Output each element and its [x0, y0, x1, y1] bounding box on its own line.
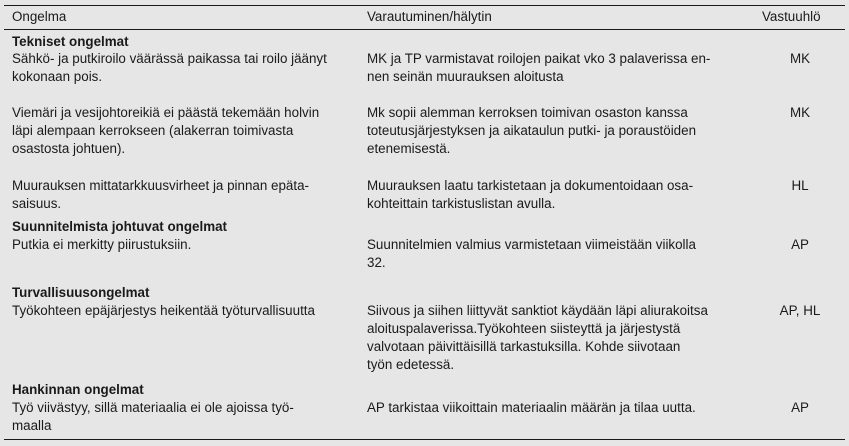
- responsible-cell: AP: [791, 237, 809, 252]
- responsible-cell: AP: [791, 400, 809, 415]
- problem-line: Sähkö- ja putkiroilo väärässä paikassa tai roilo jäänyt: [12, 51, 327, 66]
- mitigation-line: MK ja TP varmistavat roilojen paikat vko 3 palaverissa en-: [367, 51, 711, 66]
- table-top-rule: [4, 5, 845, 6]
- column-header-responsible: Vastuuhlö: [762, 9, 821, 24]
- problem-line: Viemäri ja vesijohtoreikiä ei päästä tekemään holvin: [12, 105, 320, 120]
- mitigation-line: Siivous ja siihen liittyvät sanktiot käydään läpi aliurakoitsa: [367, 303, 708, 318]
- mitigation-line: nen seinän muurauksen aloitusta: [367, 69, 564, 84]
- problem-line: Työkohteen epäjärjestys heikentää työturvallisuutta: [12, 303, 315, 318]
- mitigation-line: Muurauksen laatu tarkistetaan ja dokumentoidaan osa-: [367, 178, 694, 193]
- column-header-problem: Ongelma: [12, 9, 67, 24]
- mitigation-line: kohteittain tarkistuslistan avulla.: [367, 196, 556, 211]
- responsible-cell: MK: [789, 105, 811, 120]
- mitigation-line: Mk sopii alemman kerroksen toimivan osaston kanssa: [367, 105, 688, 120]
- section-title: Hankinnan ongelmat: [12, 382, 144, 397]
- header-rule: [4, 29, 845, 30]
- problem-line: maalla: [12, 418, 52, 433]
- section-title: Suunnitelmista johtuvat ongelmat: [12, 219, 228, 234]
- mitigation-line: työn edetessä.: [367, 357, 455, 372]
- mitigation-line: Suunnitelmien valmius varmistetaan viimeistään viikolla: [367, 237, 696, 252]
- responsible-cell: HL: [791, 178, 809, 193]
- responsible-cell: MK: [789, 51, 811, 66]
- mitigation-line: AP tarkistaa viikoittain materiaalin määrän ja tilaa uutta.: [367, 400, 696, 415]
- mitigation-line: toteutusjärjestyksen ja aikataulun putki- ja poraustöiden: [367, 123, 697, 138]
- problem-line: osastosta johtuen).: [12, 141, 126, 156]
- mitigation-line: 32.: [367, 255, 386, 270]
- problem-line: läpi alempaan kerrokseen (alakerran toimivasta: [12, 123, 294, 138]
- table-bottom-rule: [4, 439, 845, 440]
- problem-line: Putkia ei merkitty piirustuksiin.: [12, 237, 192, 252]
- mitigation-line: valvotaan päivittäisillä tarkastuksilla. Kohde siivotaan: [367, 339, 681, 354]
- problem-line: kokonaan pois.: [12, 69, 103, 84]
- mitigation-line: etenemisestä.: [367, 141, 451, 156]
- problem-line: saisuus.: [12, 196, 62, 211]
- section-title: Tekniset ongelmat: [12, 34, 129, 49]
- mitigation-line: aloituspalaverissa.Työkohteen siisteyttä ja järjestystä: [367, 321, 681, 336]
- column-header-mitigation: Varautuminen/hälytin: [367, 9, 492, 24]
- section-title: Turvallisuusongelmat: [12, 285, 150, 300]
- problem-line: Työ viivästyy, sillä materiaalia ei ole ajoissa työ-: [12, 400, 294, 415]
- responsible-cell: AP, HL: [779, 303, 821, 318]
- problem-line: Muurauksen mittatarkkuusvirheet ja pinnan epäta-: [12, 178, 309, 193]
